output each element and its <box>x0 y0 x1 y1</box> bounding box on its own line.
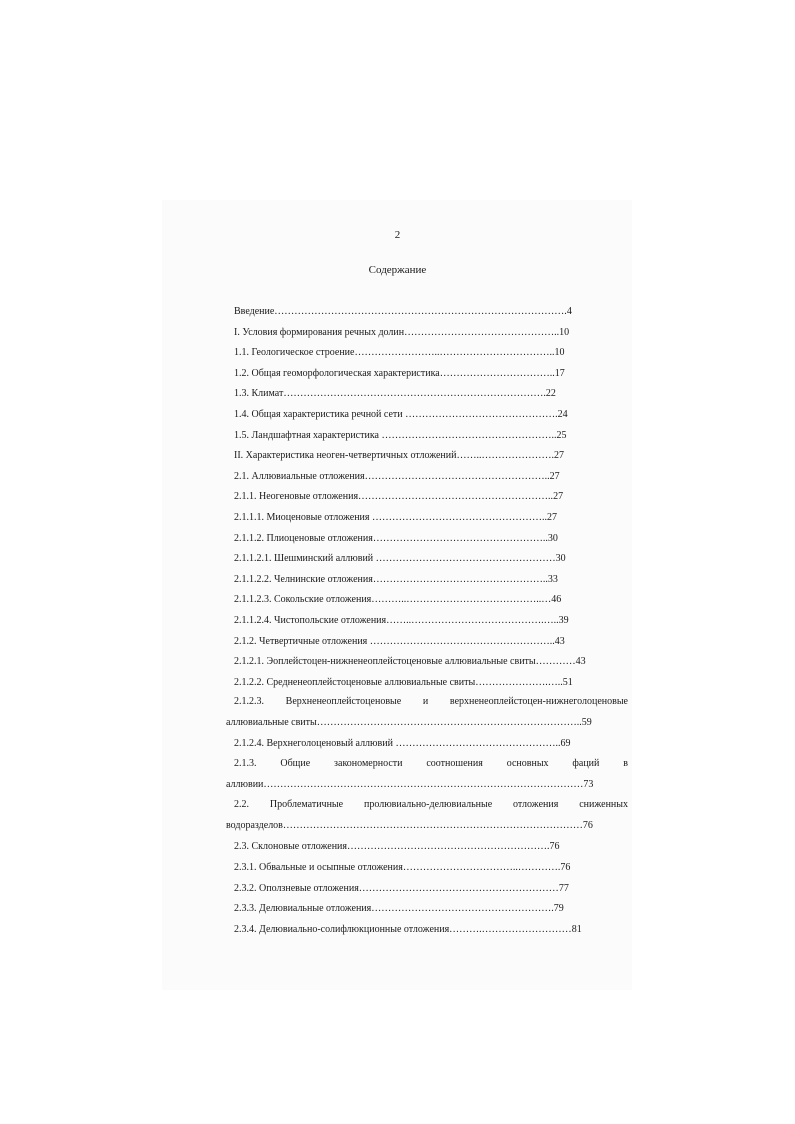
toc-entry-title: I. Условия формирования речных долин……………………………………….. <box>234 326 560 338</box>
contents-heading: Содержание <box>368 264 427 276</box>
toc-entry-page: 25 <box>556 429 567 441</box>
toc-entry <box>234 901 628 922</box>
toc-entry-page: 24 <box>557 408 568 420</box>
toc-entry-page: 76 <box>549 841 560 853</box>
toc-entry <box>234 386 628 407</box>
toc-entry-title: 1.5. Ландшафтная характеристика …………………………………………….. <box>234 429 557 441</box>
page-number: 2 <box>394 229 401 241</box>
toc-entry-page: 39 <box>558 614 569 626</box>
toc-entry-title: 1.3. Климат……………………………………………………………………. <box>234 388 546 400</box>
toc-entry-page: 27 <box>553 450 564 462</box>
toc-entry-title: 2.1.2.4. Верхнеголоценовый аллювий ………………………………………….. <box>234 738 561 750</box>
toc-entry-title: 2.1.1.1. Миоценовые отложения …………………………………………….. <box>234 511 548 523</box>
toc-entry <box>234 428 628 449</box>
toc-entry <box>234 592 628 613</box>
table-of-contents <box>226 304 628 942</box>
toc-entry-page: 27 <box>553 491 564 503</box>
toc-entry-page: 27 <box>547 511 558 523</box>
toc-entry <box>234 531 628 552</box>
toc-entry <box>234 325 628 346</box>
toc-entry-title: 2.1. Аллювиальные отложения……………………………………………….. <box>234 470 550 482</box>
toc-entry-page: 4 <box>566 306 572 317</box>
toc-entry-page: 17 <box>554 367 565 379</box>
toc-entry <box>234 613 628 634</box>
toc-entry-title: 2.1.1.2.1. Шешминский аллювий ……………………………………………… <box>234 553 556 565</box>
toc-entry-title: Введение……………………………………………………………………………. <box>234 306 567 317</box>
toc-entry-page: 27 <box>549 470 560 482</box>
toc-entry <box>234 860 628 881</box>
toc-entry-page: 76 <box>560 862 571 874</box>
toc-entry-title: 1.4. Общая характеристика речной сети ………………………………………. <box>234 408 558 420</box>
toc-entry <box>234 881 628 902</box>
toc-entry-title: 2.3.4. Делювиально-солифлюкционные отложения……….……………………… <box>234 923 572 935</box>
toc-entry-page: 77 <box>558 882 569 894</box>
toc-entry-title: 1.2. Общая геоморфологическая характеристика…………………………….. <box>234 367 555 379</box>
toc-entry <box>234 634 628 655</box>
toc-entry-title: 2.1.1.2.2. Челнинские отложения…………………………………………….. <box>234 573 548 585</box>
toc-entry-page: 30 <box>555 553 566 565</box>
toc-entry-page: 33 <box>547 573 558 585</box>
toc-entry-title: 2.3.1. Обвальные и осыпные отложения……………………………..…………. <box>234 862 561 874</box>
toc-entry-title: 2.1.2.3. Верхненеоплейстоценовые и верхненеоплейстоцен-нижнеголоценовые аллювиальные свиты…………………………………………………………………….. <box>226 696 628 728</box>
toc-entry-page: 10 <box>554 347 565 359</box>
toc-entry <box>234 551 628 572</box>
toc-entry-title: II. Характеристика неоген-четвертичных отложений……..…………………. <box>234 450 554 462</box>
toc-entry <box>234 345 628 366</box>
toc-entry <box>234 448 628 469</box>
toc-entry <box>234 469 628 490</box>
toc-entry <box>234 572 628 593</box>
toc-entry-title: 2.3.2. Оползневые отложения…………………………………………………… <box>234 882 559 894</box>
toc-entry <box>234 407 628 428</box>
toc-entry-title: 2.1.1.2. Плиоценовые отложения…………………………………………….. <box>234 532 548 544</box>
toc-entry-page: 22 <box>545 388 556 400</box>
toc-entry-title: 2.3. Склоновые отложения……………………………………………………. <box>234 841 550 853</box>
toc-entry-page: 46 <box>551 594 562 606</box>
toc-entry-page: 76 <box>582 819 593 831</box>
toc-entry-page: 69 <box>560 738 571 750</box>
toc-entry <box>234 489 628 510</box>
toc-entry <box>234 839 628 860</box>
toc-entry-title: 2.1.2.1. Эоплейстоцен-нижненеоплейстоценовые аллювиальные свиты………… <box>234 656 576 668</box>
toc-entry-title: 2.1.3. Общие закономерности соотношения основных фаций в аллювии…………………………………………………………………………………… <box>226 758 628 790</box>
toc-entry <box>234 654 628 675</box>
toc-entry-title: 2.1.2.2. Средненеоплейстоценовые аллювиальные свиты………………….….. <box>234 676 563 688</box>
toc-entry <box>226 795 628 836</box>
toc-entry-page: 51 <box>562 676 573 688</box>
toc-entry-page: 43 <box>554 635 565 647</box>
toc-entry-title: 2.1.1.2.4. Чистопольские отложения……..………………………………….….. <box>234 614 559 626</box>
toc-entry-page: 73 <box>583 778 594 790</box>
toc-entry-page: 79 <box>553 903 564 915</box>
toc-entry-page: 30 <box>547 532 558 544</box>
toc-entry-page: 59 <box>581 716 592 728</box>
toc-entry-title: 2.1.1. Неогеновые отложения………………………………………………….. <box>234 491 554 503</box>
toc-entry <box>226 754 628 795</box>
toc-entry-title: 2.1.1.2.3. Сокольские отложения………..…………………………………..… <box>234 594 552 606</box>
toc-entry <box>234 922 628 943</box>
toc-entry <box>234 510 628 531</box>
toc-entry-page: 10 <box>559 326 570 338</box>
toc-entry-title: 1.1. Геологическое строение……………………..…………………………….. <box>234 347 555 359</box>
toc-entry <box>234 366 628 387</box>
toc-entry-title: 2.2. Проблематичные пролювиально-делювиальные отложения сниженных водоразделов……………………………………………………………………………… <box>226 799 628 831</box>
toc-entry <box>226 692 628 733</box>
toc-entry-page: 81 <box>571 923 582 935</box>
toc-entry-title: 2.1.2. Четвертичные отложения ……………………………………………….. <box>234 635 555 647</box>
toc-entry-page: 43 <box>575 656 586 668</box>
toc-entry-title: 2.3.3. Делювиальные отложения………………………………………………. <box>234 903 554 915</box>
toc-entry <box>234 304 628 325</box>
